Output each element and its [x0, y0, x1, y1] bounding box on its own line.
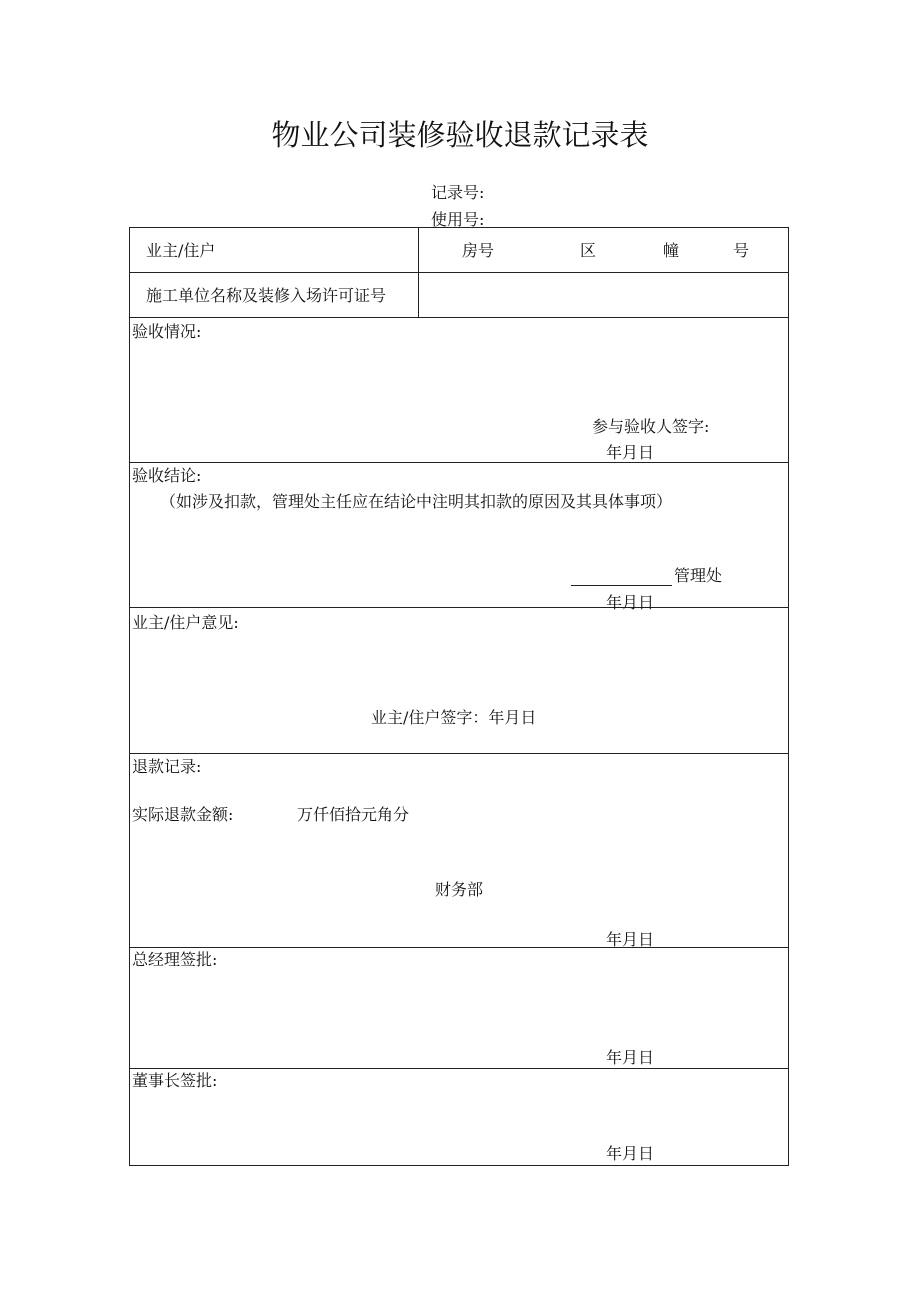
refund-units: 万仟佰拾元角分 — [297, 805, 410, 824]
page-title: 物业公司装修验收退款记录表 — [271, 118, 649, 152]
signature-line — [571, 569, 672, 586]
owner-label: 业主/住户 — [146, 241, 216, 260]
inspection-signer-label: 参与验收人签字: — [592, 417, 710, 436]
column-divider — [418, 228, 419, 317]
conclusion-note: （如涉及扣款，管理处主任应在结论中注明其扣款的原因及其具体事项） — [160, 492, 673, 511]
district-label: 区 — [580, 241, 597, 260]
row-divider — [130, 753, 788, 754]
row-divider — [130, 1068, 788, 1069]
finance-label: 财务部 — [435, 880, 484, 899]
conclusion-date: 年月日 — [606, 593, 655, 612]
number-label: 号 — [733, 241, 750, 260]
record-number-label: 记录号: — [431, 183, 485, 202]
gm-date: 年月日 — [606, 1048, 655, 1067]
row-divider — [130, 317, 788, 318]
row-divider — [130, 272, 788, 273]
contractor-label: 施工单位名称及装修入场许可证号 — [146, 286, 387, 305]
use-number-label: 使用号: — [431, 210, 485, 229]
building-label: 幢 — [663, 241, 680, 260]
row-divider — [130, 947, 788, 948]
gm-label: 总经理签批: — [132, 950, 218, 969]
refund-amount-label: 实际退款金额: — [132, 805, 234, 824]
row-divider — [130, 607, 788, 608]
owner-sign-label: 业主/住户签字：年月日 — [371, 708, 537, 727]
owner-opinion-label: 业主/住户意见: — [132, 613, 239, 632]
conclusion-label: 验收结论: — [132, 466, 202, 485]
office-label: 管理处 — [674, 566, 723, 585]
row-divider — [130, 462, 788, 463]
refund-date: 年月日 — [606, 930, 655, 949]
refund-label: 退款记录: — [132, 757, 202, 776]
chairman-date: 年月日 — [606, 1144, 655, 1163]
inspection-label: 验收情况: — [132, 322, 202, 341]
office-signature — [571, 566, 722, 586]
form-table — [129, 227, 789, 1166]
inspection-date: 年月日 — [606, 443, 655, 462]
chairman-label: 董事长签批: — [132, 1071, 218, 1090]
room-label: 房号 — [462, 241, 495, 260]
